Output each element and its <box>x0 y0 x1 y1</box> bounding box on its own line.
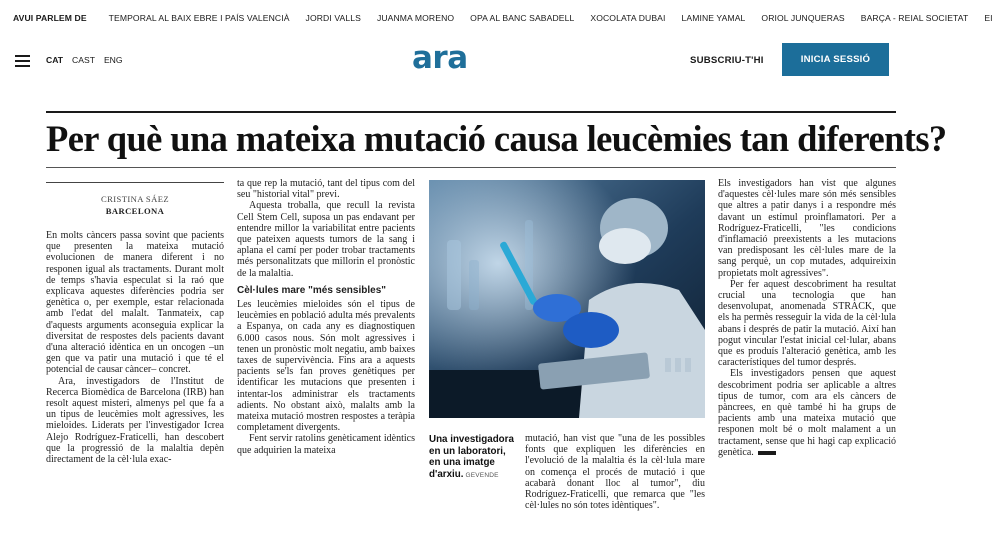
photo-caption <box>429 434 517 481</box>
paragraph: Fent servir ratolins genèticament idèntics que adquirien la mateixa <box>237 433 415 456</box>
headline-top-rule <box>46 111 896 113</box>
lang-cast[interactable]: CAST <box>72 55 95 65</box>
site-header <box>0 36 924 88</box>
article-column-2 <box>237 178 415 456</box>
paragraph: ta que rep la mutació, tant del tipus com del seu "historial vital" previ. <box>237 178 415 201</box>
headline-bottom-rule <box>46 167 896 168</box>
article-column-1 <box>46 230 224 465</box>
language-switcher <box>46 55 123 65</box>
author-name: CRISTINA SÁEZ <box>101 194 169 204</box>
lab-photo-illustration <box>429 180 705 418</box>
trending-topic[interactable]: LAMINE YAMAL <box>681 13 746 23</box>
login-button[interactable]: INICIA SESSIÓ <box>782 43 889 76</box>
site-logo[interactable]: ara <box>412 40 468 76</box>
article-column-5 <box>718 178 896 458</box>
trending-topic[interactable]: JUANMA MORENO <box>376 13 455 23</box>
paragraph <box>718 368 896 458</box>
paragraph: Per fer aquest descobriment ha resultat crucial una tecnologia que han desenvolupat, anomenada STRACK, que els ha permès resseguir la vida de la cèl·lula abans i després de patir la mutació. Així han pogut vincular l'estat inicial cel·lular, abans que es produís l'alteració genètica, amb les característiques del tumor després. <box>718 278 896 369</box>
trending-topic[interactable]: JORDI VALLS <box>305 13 361 23</box>
paragraph: Ara, investigadors de l'Institut de Recerca Biomèdica de Barcelona (IRB) han resolt aquest misteri, almenys pel que fa a un tipus de leucèmies molt agressives, les mieloides. Liderats per l'investigador Icrea Alejo Rodríguez-Fraticelli, han descobert que la progressió de la malaltia depèn directament de la cèl·lula exac- <box>46 375 224 466</box>
article-column-4 <box>525 433 705 511</box>
trending-label: AVUI PARLEM DE <box>13 13 87 23</box>
trending-topic[interactable]: XOCOLATA DUBAI <box>590 13 666 23</box>
article-headline: Per què una mateixa mutació causa leucèmies tan diferents? <box>46 118 947 159</box>
paragraph-text: Els investigadors pensen que aquest descobriment podria ser aplicable a altres tipus de tumor, com ara els càncers de pàncrees, en què també hi ha grups de pacients amb una mateixa mutació que responen molt bé o molt malament a un tractament, sense que hi hagi cap explicació genètica. <box>718 368 896 458</box>
trending-topic[interactable]: TEMPORAL AL BAIX EBRE I PAÍS VALENCIÀ <box>108 13 290 23</box>
byline-rule <box>46 182 224 183</box>
caption-text: Una investigadora en un laboratori, en una imatge d'arxiu. <box>429 434 514 480</box>
paragraph: Aquesta troballa, que recull la revista Cell Stem Cell, suposa un pas endavant per entendre millor la variabilitat entre pacients que pateixen aquests tumors de la sang i aplana el camí per poder trobar tractaments més personalitzats que millorin el pronòstic de la malaltia. <box>237 200 415 279</box>
article-subhead: Cèl·lules mare "més sensibles" <box>237 284 386 296</box>
lang-eng[interactable]: ENG <box>103 55 123 65</box>
byline <box>46 194 224 216</box>
paragraph: mutació, han vist que "una de les possibles fonts que expliquen les diferències en l'evolució de la malaltia és la cèl·lula mare on comença el procés de mutació i que acabarà donant lloc al tumor", diu Rodríguez-Fraticelli, que remarca que "les cèl·lules no són totes idèntiques". <box>525 433 705 512</box>
trending-bar <box>0 0 993 36</box>
paragraph: En molts càncers passa sovint que pacients que presenten la mateixa mutació evolucionen de manera diferent i no responen igual als tractaments. Durant molt de temps s'havia especulat si la raó que explicava aquestes diferències podria ser genètica o, per exemple, estar relacionada amb l'edat del malalt. Tanmateix, cap d'aquests arguments aconseguia explicar la diversitat de respostes dels pacients davant d'una alteració idèntica en un oncogen –un gen que va patir una mutació i que té el potencial de causar càncer– concret. <box>46 230 224 376</box>
dateline-city: BARCELONA <box>105 206 165 216</box>
trending-topic[interactable]: EI <box>984 13 993 23</box>
lang-cat[interactable]: CAT <box>46 55 64 65</box>
trending-topic[interactable]: ORIOL JUNQUERAS <box>761 13 845 23</box>
paragraph: Els investigadors han vist que algunes d'aquestes cèl·lules mare són més sensibles que altres a patir danys i a respondre més davant un estímul proinflamatori. Per a Rodríguez-Fraticelli, "les condicions d'inflamació preexistents a les mutacions van predisposant les cèl·lules mare de la sang perquè, un cop mutades, adquireixin propietats molt agressives". <box>718 178 896 279</box>
end-mark <box>758 451 776 455</box>
trending-topic[interactable]: OPA AL BANC SABADELL <box>470 13 575 23</box>
article-photo <box>429 180 705 418</box>
photo-credit: GEVENDE <box>465 471 499 479</box>
trending-topic[interactable]: BARÇA - REIAL SOCIETAT <box>860 13 969 23</box>
paragraph: Les leucèmies mieloides són el tipus de leucèmies en població adulta més prevalents a Espanya, on cada any es diagnostiquen 6.000 casos nous. Són molt agressives i tenen un pronòstic molt negatiu, amb baixes taxes de supervivència. Fins ara a aquests pacients se'ls fan proves genètiques per identificar les mutacions que presenten i intentar-los administrar els tractaments adients. No obstant això, malalts amb la mateixa mutació mostren respostes a teràpia completament divergents. <box>237 299 415 434</box>
menu-icon[interactable] <box>15 55 30 67</box>
subscribe-link[interactable]: SUBSCRIU-T'HI <box>690 55 764 66</box>
